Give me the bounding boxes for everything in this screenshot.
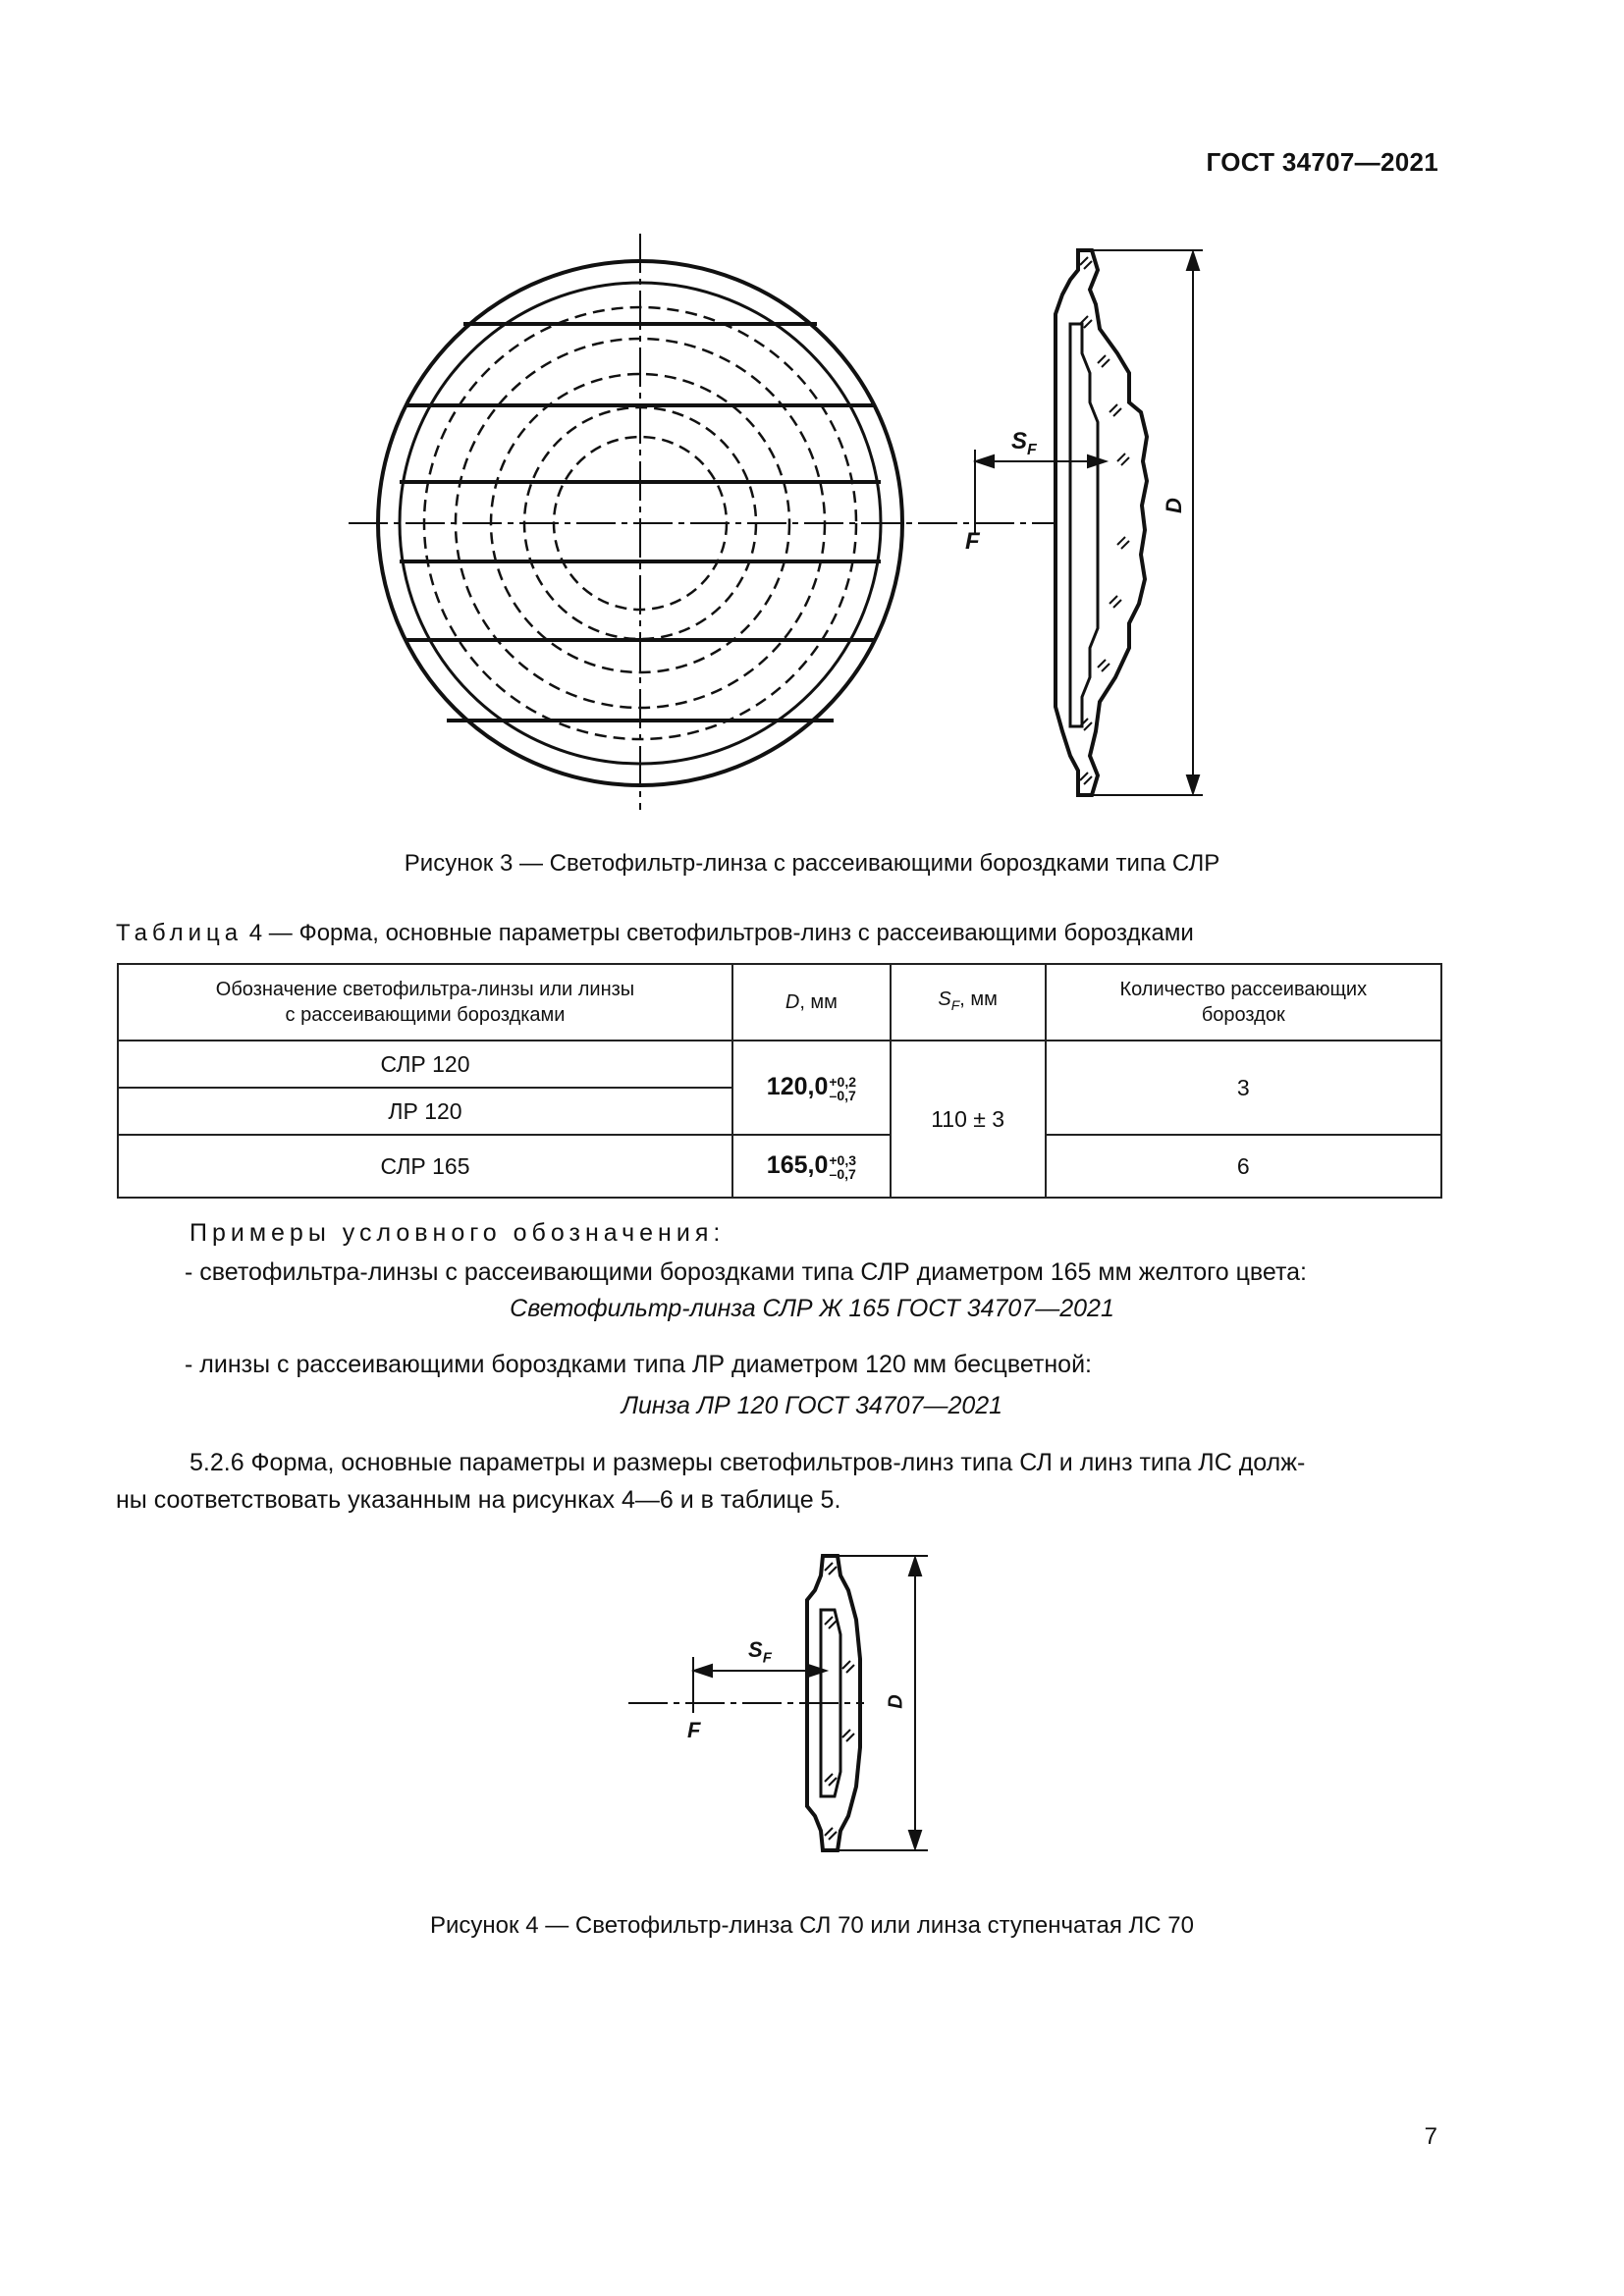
clause-5-2-6-line2: ны соответствовать указанным на рисунках 4—6 и в таблице 5. bbox=[116, 1486, 841, 1514]
cell-name: СЛР 120 bbox=[118, 1041, 732, 1088]
cell-name: ЛР 120 bbox=[118, 1088, 732, 1135]
fig4-f-label: F bbox=[687, 1718, 701, 1742]
fig3-sf-label: $S_F$ bbox=[1011, 428, 1037, 458]
examples-heading: Примеры условного обозначения: bbox=[189, 1219, 726, 1247]
fig4-sf-label: $S_F$ bbox=[748, 1637, 772, 1667]
example-2-designation: Линза ЛР 120 ГОСТ 34707—2021 bbox=[621, 1392, 1003, 1419]
cell-count-120: 3 bbox=[1046, 1041, 1441, 1135]
figure-4-caption: Рисунок 4 — Светофильтр-линза СЛ 70 или линза ступенчатая ЛС 70 bbox=[430, 1912, 1194, 1939]
figure-3-caption: Рисунок 3 — Светофильтр-линза с рассеивающими бороздками типа СЛР bbox=[404, 850, 1220, 877]
header-d: D, мм bbox=[732, 964, 891, 1041]
fig4-d-label: D bbox=[885, 1694, 907, 1709]
header-sf: $S_F$, мм bbox=[891, 964, 1046, 1041]
example-item-2: - линзы с рассеивающими бороздками типа ЛР диаметром 120 мм бесцветной: bbox=[185, 1351, 1092, 1378]
cell-count-165: 6 bbox=[1046, 1135, 1441, 1198]
cell-sf: 110 ± 3 bbox=[891, 1041, 1046, 1198]
cell-name: СЛР 165 bbox=[118, 1135, 732, 1198]
clause-5-2-6-line1: 5.2.6 Форма, основные параметры и размеры светофильтров-линз типа СЛ и линз типа ЛС долж- bbox=[189, 1449, 1306, 1476]
fig3-f-label: F bbox=[965, 528, 980, 555]
example-item-1: - светофильтра-линзы с рассеивающими бороздками типа СЛР диаметром 165 мм желтого цвета: bbox=[185, 1258, 1308, 1286]
cell-d-165: 165,0 +0,3 –0,7 bbox=[732, 1135, 891, 1198]
header-designation: Обозначение светофильтра-линзы или линзы с рассеивающими бороздками bbox=[118, 964, 732, 1041]
fig3-d-label: D bbox=[1161, 498, 1186, 513]
page-number: 7 bbox=[1424, 2123, 1437, 2150]
example-1-designation: Светофильтр-линза СЛР Ж 165 ГОСТ 34707—2021 bbox=[510, 1295, 1114, 1322]
cell-d-120: 120,0 +0,2 –0,7 bbox=[732, 1041, 891, 1135]
table-4-title: Таблица 4 — Форма, основные параметры светофильтров-линз с рассеивающими бороздками bbox=[116, 920, 1194, 946]
document-header: ГОСТ 34707—2021 bbox=[1206, 147, 1438, 177]
header-count: Количество рассеивающих бороздок bbox=[1046, 964, 1441, 1041]
